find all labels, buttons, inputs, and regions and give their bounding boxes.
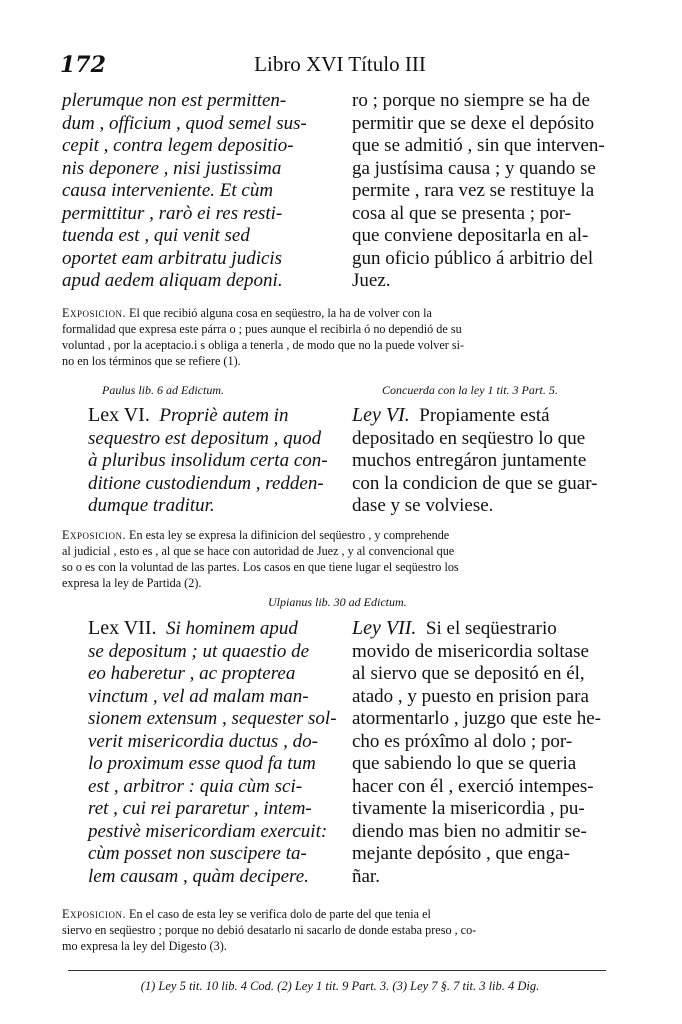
latin-line: sequestro est depositum , quod [88, 427, 322, 449]
spanish-line: que sabiendo lo que se queria [352, 753, 577, 774]
spanish-line: atormentarlo , juzgo que este he- [352, 708, 602, 729]
latin-line: Si hominem apud [166, 618, 298, 639]
ley-label: Ley VI. [352, 404, 410, 426]
spanish-line: diendo mas bien no admitir se- [352, 820, 587, 842]
spanish-line: Juez. [352, 270, 391, 291]
exposicion-line: mo expresa la ley del Digesto (3). [62, 939, 227, 953]
page-header [60, 52, 620, 82]
latin-line: dumque traditur. [88, 495, 215, 516]
source-citation-paulus: Paulus lib. 6 ad Edictum. [102, 383, 224, 397]
spanish-line: que conviene depositarla en al- [352, 225, 589, 246]
exposicion-line: no en los términos que se refiere (1). [62, 354, 241, 368]
latin-column-2 [88, 404, 340, 518]
concordance-citation: Concuerda con la ley 1 tit. 3 Part. 5. [382, 383, 558, 397]
latin-line: est , arbitror : quia cùm sci- [88, 775, 303, 797]
latin-line: causa interveniente. Et cùm [62, 180, 274, 201]
latin-line: à pluribus insolidum certa con- [88, 450, 328, 471]
exposicion-label: Exposicion. [62, 306, 126, 320]
exposicion-line: al judicial , esto es , al que se hace con autoridad de Juez , y al convencional que [62, 544, 455, 558]
exposicion-3 [62, 906, 620, 954]
latin-line: apud aedem aliquam deponi. [62, 270, 283, 291]
exposicion-line: En el caso de esta ley se verifica dolo de parte del que tenia el [129, 907, 431, 921]
latin-line: tuenda est , qui venit sed [62, 225, 250, 246]
exposicion-line: siervo en seqüestro ; porque no debió desatarlo ni sacarlo de donde estaba preso , co- [62, 923, 477, 937]
latin-line: nis deponere , nisi justissima [62, 157, 282, 179]
latin-line: ditione custodiendum , redden- [88, 472, 324, 494]
exposicion-line: El que recibió alguna cosa en seqüestro, la ha de volver con la [129, 306, 432, 320]
footnote-rule [68, 970, 606, 971]
spanish-column-2 [352, 404, 620, 518]
latin-column-1 [62, 90, 338, 293]
exposicion-line: voluntad , por la aceptacio.i s obliga a tenerla , de modo que no la puede volver si- [62, 338, 465, 352]
spanish-line: ro ; porque no siempre se ha de [352, 90, 590, 111]
spanish-line: depositado en seqüestro lo que [352, 427, 586, 449]
spanish-line: permitir que se dexe el depósito [352, 112, 595, 134]
spanish-line: permite , rara vez se restituye la [352, 180, 595, 201]
latin-line: permittitur , rarò ei res resti- [62, 202, 283, 224]
running-title: Libro XVI Título III [254, 52, 426, 76]
page-number: 172 [60, 52, 106, 78]
lex-label: Lex VII. [88, 617, 157, 639]
latin-line: cùm posset non suscipere ta- [88, 843, 307, 864]
spanish-line: ga justísima causa ; y quando se [352, 157, 596, 179]
latin-line: cepit , contra legem depositio- [62, 135, 294, 156]
latin-line: pestivè misericordiam exercuit: [88, 820, 328, 842]
lex-label: Lex VI. [88, 404, 150, 426]
spanish-line: cosa al que se presenta ; por- [352, 202, 572, 224]
spanish-line: Propiamente está [419, 405, 550, 426]
spanish-line: gun oficio público á arbitrio del [352, 247, 594, 269]
latin-line: verit misericordia ductus , do- [88, 730, 318, 752]
spanish-line: ñar. [352, 865, 380, 887]
latin-line: sionem extensum , sequester sol- [88, 708, 337, 729]
exposicion-1 [62, 305, 620, 369]
latin-line: dum , officium , quod semel sus- [62, 112, 307, 134]
spanish-line: hacer con él , exerció intempes- [352, 775, 594, 797]
exposicion-line: En esta ley se expresa la difinicion del seqüestro , y comprehende [129, 528, 450, 542]
latin-line: eo haberetur , ac propterea [88, 663, 296, 684]
spanish-line: dase y se volviese. [352, 495, 494, 516]
latin-line: Propriè autem in [159, 405, 289, 426]
exposicion-label: Exposicion. [62, 528, 126, 542]
spanish-line: muchos entregáron juntamente [352, 450, 587, 471]
latin-column-3 [88, 617, 342, 888]
latin-line: vinctum , vel ad malam man- [88, 685, 309, 707]
exposicion-line: so o es con la voluntad de las partes. Los casos en que tiene lugar el seqüestro los [62, 560, 459, 574]
footnotes: (1) Ley 5 tit. 10 lib. 4 Cod. (2) Ley 1 tit. 9 Part. 3. (3) Ley 7 §. 7 tit. 3 lib. 4 Dig. [140, 979, 540, 993]
latin-line: lem causam , quàm decipere. [88, 865, 309, 887]
spanish-line: con la condicion de que se guar- [352, 472, 598, 494]
spanish-line: que se admitió , sin que interven- [352, 135, 605, 156]
spanish-line: cho es próxîmo al dolo ; por- [352, 730, 573, 752]
spanish-line: mejante depósito , que enga- [352, 843, 570, 864]
latin-line: ret , cui rei pararetur , intem- [88, 798, 312, 819]
latin-line: plerumque non est permitten- [62, 90, 287, 111]
exposicion-line: formalidad que expresa este párra o ; pues aunque el recibirla ó no dependió de su [62, 322, 462, 336]
spanish-column-1 [352, 90, 620, 293]
latin-line: lo proximum esse quod fa tum [88, 753, 316, 774]
exposicion-2 [62, 527, 620, 591]
spanish-column-3 [352, 617, 620, 888]
spanish-line: Si el seqüestrario [425, 618, 557, 639]
spanish-line: al siervo que se depositó en él, [352, 663, 585, 684]
source-citation-ulpianus: Ulpianus lib. 30 ad Edictum. [268, 595, 407, 609]
latin-line: oportet eam arbitratu judicis [62, 247, 283, 269]
ley-label: Ley VII. [352, 617, 417, 639]
spanish-line: atado , y puesto en prision para [352, 685, 589, 707]
exposicion-label: Exposicion. [62, 907, 126, 921]
exposicion-line: expresa la ley de Partida (2). [62, 576, 202, 590]
latin-line: se depositum ; ut quaestio de [88, 640, 310, 662]
spanish-line: movido de misericordia soltase [352, 640, 589, 662]
spanish-line: tivamente la misericordia , pu- [352, 798, 585, 819]
